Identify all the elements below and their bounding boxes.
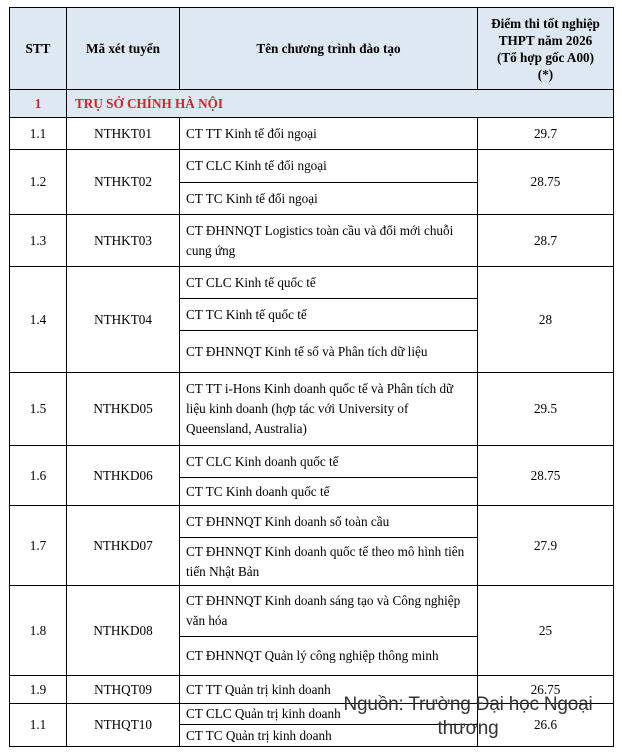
row-number: 1.6 — [10, 446, 67, 506]
program-name: CT ĐHNNQT Kinh doanh số toàn cầu — [180, 506, 478, 538]
table-row — [10, 150, 614, 183]
header-stt: STT — [10, 8, 67, 90]
cutoff-score: 28 — [478, 267, 614, 373]
row-number: 1.7 — [10, 506, 67, 586]
table-row — [10, 373, 614, 446]
program-name: CT CLC Quản trị kinh doanh — [180, 704, 478, 725]
row-number: 1.2 — [10, 150, 67, 215]
cutoff-score: 26.75 — [478, 676, 614, 704]
row-number: 1.1 — [10, 118, 67, 150]
admission-code: NTHKD07 — [67, 506, 180, 586]
program-name: CT ĐHNNQT Kinh tế số và Phân tích dữ liệu — [180, 331, 478, 373]
program-name: CT TC Quản trị kinh doanh — [180, 725, 478, 747]
cutoff-score: 25 — [478, 586, 614, 676]
source-watermark — [318, 693, 618, 741]
program-name: CT TT i-Hons Kinh doanh quốc tế và Phân tích dữ liệu kinh doanh (hợp tác với University of Queensland, Australia) — [180, 373, 478, 446]
watermark-line2: thương — [437, 718, 499, 739]
header-score-line2: THPT năm 2026 — [498, 32, 593, 48]
program-name: CT TT Quản trị kinh doanh — [180, 676, 478, 704]
admission-code: NTHKD08 — [67, 586, 180, 676]
program-name: CT ĐHNNQT Logistics toàn cầu và đổi mới chuỗi cung ứng — [180, 215, 478, 267]
header-score-line1: Điểm thi tốt nghiệp — [491, 15, 600, 31]
admission-code: NTHQT09 — [67, 676, 180, 704]
row-number: 1.5 — [10, 373, 67, 446]
row-number: 1.1 — [10, 704, 67, 747]
cutoff-score: 26.6 — [478, 704, 614, 747]
admission-code: NTHKD06 — [67, 446, 180, 506]
table-row — [10, 506, 614, 538]
admission-scores-table — [9, 7, 614, 747]
admission-code: NTHQT10 — [67, 704, 180, 747]
header-score — [478, 8, 614, 90]
table-row — [10, 586, 614, 637]
watermark-line1: Nguồn: Trường Đại học Ngoại — [343, 694, 593, 715]
header-code: Mã xét tuyển — [67, 8, 180, 90]
program-name: CT CLC Kinh tế quốc tế — [180, 267, 478, 299]
table-row — [10, 267, 614, 299]
table-row — [10, 215, 614, 267]
header-score-line4: (*) — [537, 66, 554, 82]
program-name: CT TC Kinh tế đối ngoại — [180, 183, 478, 215]
cutoff-score: 28.75 — [478, 446, 614, 506]
row-number: 1.9 — [10, 676, 67, 704]
cutoff-score: 27.9 — [478, 506, 614, 586]
row-number: 1.3 — [10, 215, 67, 267]
table-row — [10, 118, 614, 150]
row-number: 1.8 — [10, 586, 67, 676]
section-title: TRỤ SỞ CHÍNH HÀ NỘI — [67, 90, 614, 118]
section-row — [10, 90, 614, 118]
admission-code: NTHKT03 — [67, 215, 180, 267]
admission-code: NTHKD05 — [67, 373, 180, 446]
table-row — [10, 446, 614, 478]
table-header-row — [10, 8, 614, 90]
program-name: CT CLC Kinh doanh quốc tế — [180, 446, 478, 478]
program-name: CT ĐHNNQT Kinh doanh sáng tạo và Công nghiệp văn hóa — [180, 586, 478, 637]
cutoff-score: 29.5 — [478, 373, 614, 446]
program-name: CT TC Kinh tế quốc tế — [180, 299, 478, 331]
program-name: CT CLC Kinh tế đối ngoại — [180, 150, 478, 183]
admission-code: NTHKT02 — [67, 150, 180, 215]
program-name: CT ĐHNNQT Kinh doanh quốc tế theo mô hình tiên tiến Nhật Bản — [180, 538, 478, 586]
section-number: 1 — [10, 90, 67, 118]
header-program: Tên chương trình đào tạo — [180, 8, 478, 90]
header-score-line3: (Tổ hợp gốc A00) — [496, 49, 595, 65]
cutoff-score: 28.7 — [478, 215, 614, 267]
program-name: CT ĐHNNQT Quản lý công nghiệp thông minh — [180, 637, 478, 676]
admission-code: NTHKT04 — [67, 267, 180, 373]
program-name: CT TT Kinh tế đối ngoại — [180, 118, 478, 150]
row-number: 1.4 — [10, 267, 67, 373]
cutoff-score: 28.75 — [478, 150, 614, 215]
program-name: CT TC Kinh doanh quốc tế — [180, 478, 478, 506]
table-body — [10, 90, 614, 747]
cutoff-score: 29.7 — [478, 118, 614, 150]
admission-code: NTHKT01 — [67, 118, 180, 150]
